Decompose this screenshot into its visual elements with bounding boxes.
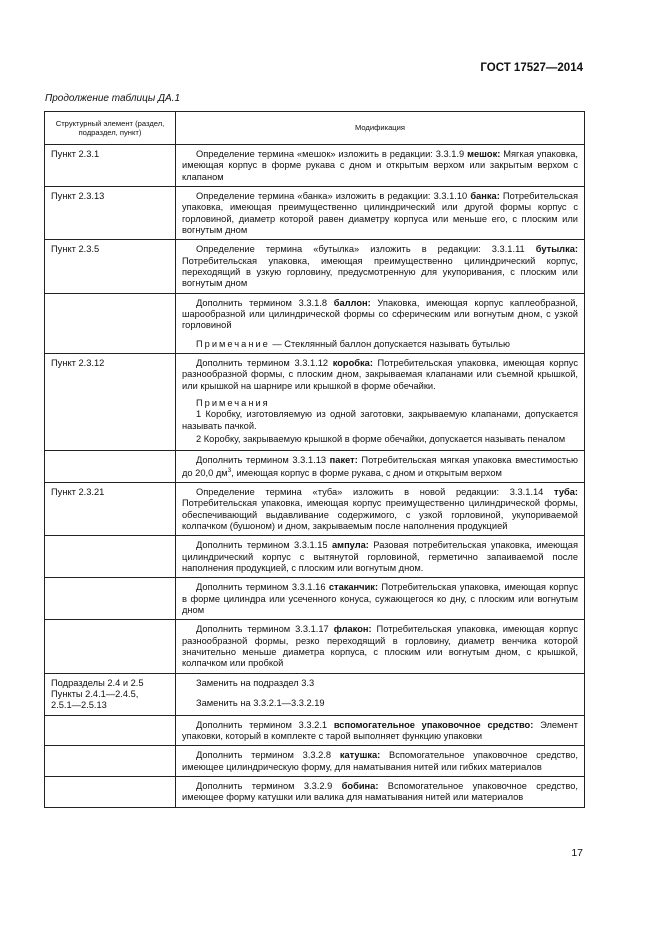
table-row <box>45 482 585 535</box>
modification-cell <box>176 536 585 578</box>
text-part: Упаковка, имеющая корпус каплеобразной, шарообразной или цилиндрической формы со сферическим или вогнутым дном, с узкой горловиной <box>182 297 578 331</box>
modification-text <box>182 750 578 773</box>
table-row <box>45 620 585 673</box>
element-line: Пункты 2.4.1—2.4.5, <box>51 688 139 699</box>
text-part: Определение термина «бутылка» изложить в редакции: 3.3.1.11 <box>196 244 536 255</box>
structural-element-cell: Пункт 2.3.5 <box>45 240 176 293</box>
structural-element-cell: Пункт 2.3.21 <box>45 482 176 535</box>
text-part: Определение термина «туба» изложить в новой редакции: 3.3.1.14 <box>196 486 555 497</box>
table-row <box>45 293 585 353</box>
modification-cell <box>176 293 585 353</box>
table-row <box>45 240 585 293</box>
term-name: туба: <box>554 486 578 497</box>
term-name: банка: <box>470 190 500 201</box>
structural-element-cell <box>45 620 176 673</box>
modification-cell <box>176 240 585 293</box>
note-item: 2 Коробку, закрываемую крышкой в форме обечайки, допускается называть пеналом <box>196 433 566 444</box>
table-row <box>45 578 585 620</box>
modification-cell <box>176 673 585 715</box>
text-part: Дополнить термином 3.3.1.12 <box>196 357 333 368</box>
modification-text <box>182 358 578 392</box>
text-part: Дополнить термином 3.3.1.17 <box>196 624 334 635</box>
term-name: вспомогательное упаковочное средство: <box>333 719 534 730</box>
table-row <box>45 776 585 807</box>
text-part: Потребительская упаковка, имеющая преимущественно цилиндрический корпус, переходящий в узкую горловину, предусмотренную для укупоривания, с плоским или вогнутым дном <box>182 255 578 289</box>
modification-cell <box>176 578 585 620</box>
modification-cell <box>176 715 585 746</box>
modification-cell <box>176 186 585 239</box>
text-part: Дополнить термином 3.3.1.15 <box>196 540 333 551</box>
notes-title: Примечания <box>196 397 270 408</box>
text-part: Определение термина «банка» изложить в редакции: 3.3.1.10 <box>196 190 471 201</box>
text-part: Мягкая упаковка, имеющая корпус в форме рукава с дном и открытым верхом или закрытым верхом с клапаном <box>182 149 578 182</box>
structural-element-cell <box>45 293 176 353</box>
modification-text: Заменить на 3.3.2.1—3.3.2.19 <box>196 697 325 708</box>
modification-text <box>182 624 578 669</box>
table-row <box>45 536 585 578</box>
text-part: Разовая потребительская упаковка, имеющая цилиндрический корпус с вытянутой горловиной, герметично запаиваемой после наполнения продукцией, с плоским или вогнутым дном. <box>182 540 578 573</box>
modification-text <box>182 582 578 616</box>
text-part: Дополнить термином 3.3.2.1 <box>196 719 334 730</box>
modification-cell <box>176 353 585 450</box>
modification-text <box>182 298 578 332</box>
note-item: 1 Коробку, изготовляемую из одной заготовки, закрываемую клапанами, допускается называть пачкой. <box>182 409 578 431</box>
note <box>182 339 578 350</box>
note-label: Примечание <box>196 338 270 349</box>
amendments-table <box>44 111 585 808</box>
term-name: стаканчик: <box>328 582 379 593</box>
text-part: Дополнить термином 3.3.2.9 <box>196 780 342 791</box>
text-part: Потребительская упаковка, имеющая преимущественно цилиндрический или другой формы корпус с горловиной, диаметр которой равен диаметру корпуса или меньше его, с плоским или вогнутым дном <box>182 190 578 235</box>
modification-cell <box>176 746 585 777</box>
text-part: Дополнить термином 3.3.1.8 <box>196 297 334 308</box>
text-part: Потребительская упаковка, имеющая корпус в форме цилиндра или усеченного конуса, сужающегося ко дну, с плоским или вогнутым дном <box>182 582 578 615</box>
text-part: Вспомогательное упаковочное средство, имеющее цилиндрическую форму, для наматывания нитей или гибких материалов <box>182 750 578 772</box>
table-row <box>45 451 585 483</box>
column-header-modification: Модификация <box>176 112 585 145</box>
table-row <box>45 715 585 746</box>
table-row <box>45 145 585 187</box>
text-part: Потребительская упаковка, имеющая корпус преимущественно цилиндрической формы, обеспечивающий выдавливание содержимого, с узкой горловиной, укупориваемой колпачком (бушоном) и дном, закрываемым после наполнения продукцией <box>182 498 578 531</box>
table-continuation-caption: Продолжение таблицы ДА.1 <box>45 93 181 104</box>
column-header-structural-element: Структурный элемент (раздел, подраздел, пункт) <box>45 112 176 145</box>
modification-text <box>182 781 578 804</box>
page-number: 17 <box>571 847 583 859</box>
modification-text <box>182 191 578 236</box>
modification-cell <box>176 620 585 673</box>
structural-element-cell <box>45 715 176 746</box>
term-name: флакон: <box>333 624 372 635</box>
structural-element-cell: Пункт 2.3.13 <box>45 186 176 239</box>
text-part: Потребительская упаковка, имеющая корпус разнообразной формы, резко переходящий в горловину, диаметр венчика которой значительно меньше диаметра корпуса, с плоским или вогнутым дном, с крышкой, колпачком или пробкой <box>182 624 578 669</box>
structural-element-cell: Пункт 2.3.1 <box>45 145 176 187</box>
modification-cell <box>176 482 585 535</box>
table-row <box>45 186 585 239</box>
text-part: Дополнить термином 3.3.2.8 <box>196 750 340 761</box>
text-part: Дополнить термином 3.3.1.13 <box>196 455 330 466</box>
text-part: Дополнить термином 3.3.1.16 <box>196 582 329 593</box>
modification-text <box>182 455 578 479</box>
structural-element-cell <box>45 578 176 620</box>
term-name: баллон: <box>333 297 371 308</box>
modification-cell <box>176 451 585 483</box>
modification-text: Заменить на подраздел 3.3 <box>196 677 315 688</box>
modification-text <box>182 149 578 183</box>
term-name: ампула: <box>332 540 369 551</box>
table-header-row <box>45 112 585 145</box>
table-row <box>45 673 585 715</box>
structural-element-cell <box>45 673 176 715</box>
text-part: Потребительская упаковка, имеющая корпус разнообразной формы, с плоским дном, закрываемая клапанами или съемной крышкой, или крышкой на шарнире или крышкой в форме обечайки. <box>182 357 578 391</box>
text-part: Вспомогательное упаковочное средство, имеющее форму катушки или валика для наматывания нитей или материалов <box>182 780 578 803</box>
term-name: коробка: <box>332 357 373 368</box>
structural-element-cell: Пункт 2.3.12 <box>45 353 176 450</box>
modification-text <box>182 720 578 743</box>
structural-element-cell <box>45 451 176 483</box>
note-text: — Стеклянный баллон допускается называть бутылью <box>269 338 510 349</box>
term-name: катушка: <box>339 750 381 761</box>
term-name: бутылка: <box>535 244 578 255</box>
structural-element-cell <box>45 536 176 578</box>
structural-element-cell <box>45 776 176 807</box>
text-part: , имеющая корпус в форме рукава, с дном и открытым верхом <box>231 467 502 478</box>
modification-text <box>182 244 578 289</box>
modification-cell <box>176 776 585 807</box>
modification-text <box>182 540 578 574</box>
term-name: мешок: <box>467 149 501 159</box>
standard-designation: ГОСТ 17527—2014 <box>480 62 583 74</box>
table-row <box>45 353 585 450</box>
element-line: 2.5.1—2.5.13 <box>51 700 107 711</box>
text-part: Определение термина «мешок» изложить в редакции: 3.3.1.9 <box>196 149 468 159</box>
modification-cell <box>176 145 585 187</box>
term-name: бобина: <box>341 780 379 791</box>
text-part: Потребительская мягкая упаковка вместимостью до 20,0 дм <box>182 455 578 478</box>
term-name: пакет: <box>329 455 358 466</box>
modification-text <box>182 487 578 532</box>
superscript: 3 <box>227 466 232 474</box>
text-part: Элемент упаковки, который в комплекте с тарой выполняет функцию упаковки <box>182 719 578 741</box>
structural-element-cell <box>45 746 176 777</box>
table-row <box>45 746 585 777</box>
element-line: Подразделы 2.4 и 2.5 <box>51 677 144 688</box>
